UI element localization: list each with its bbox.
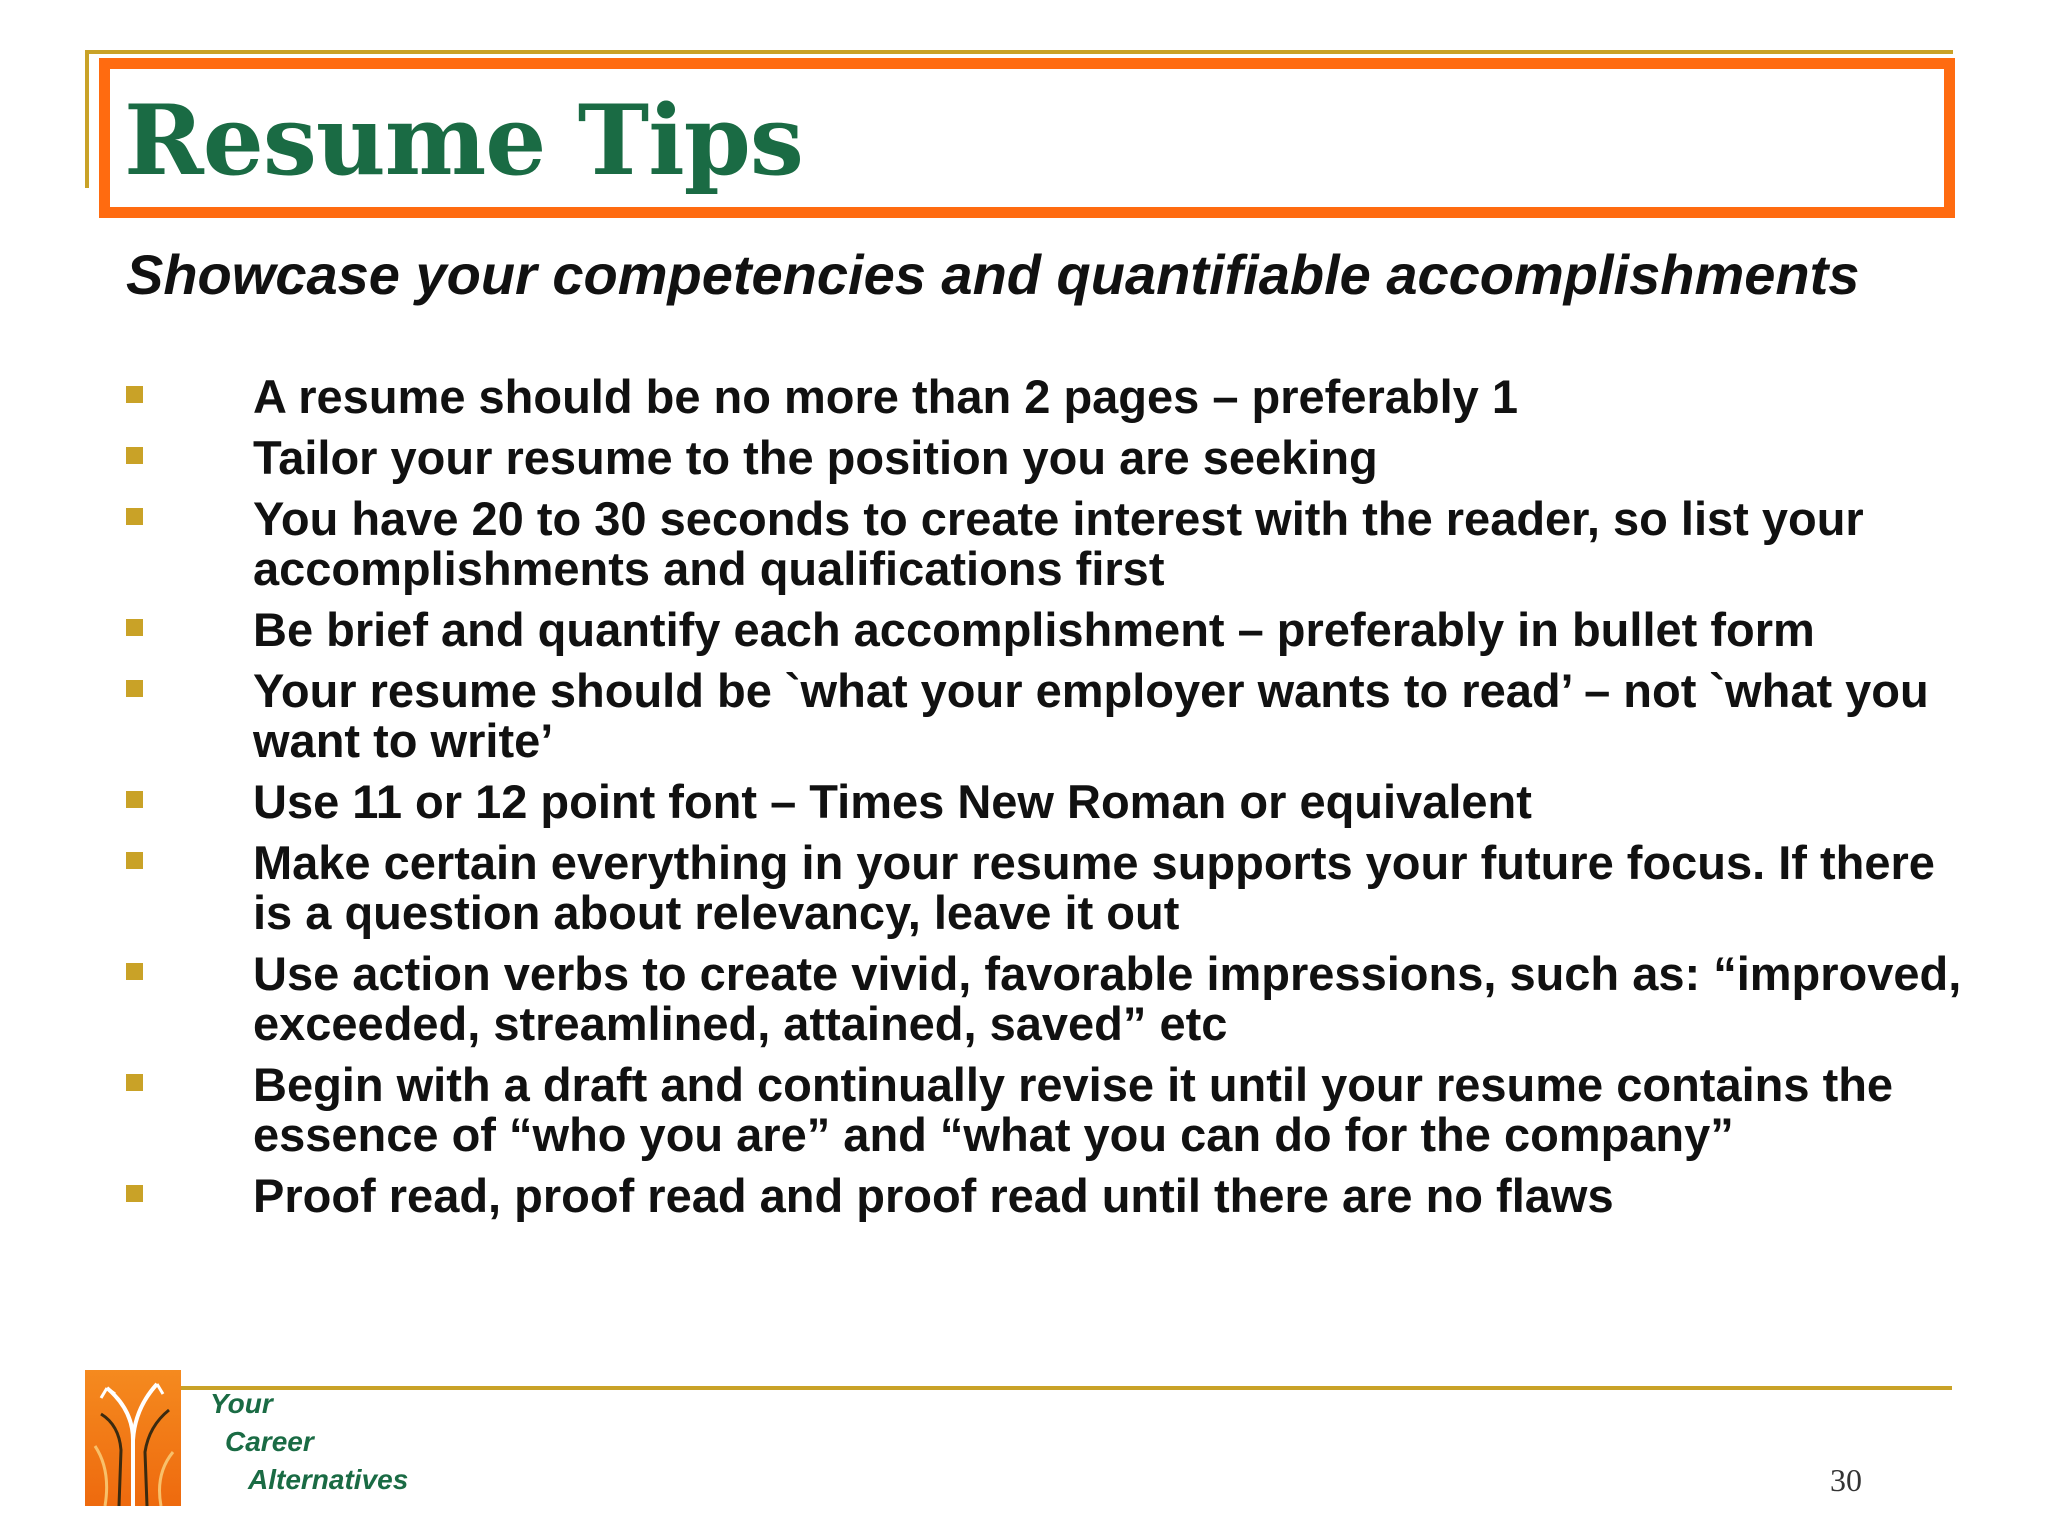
list-item xyxy=(0,949,1973,1049)
brand-name xyxy=(210,1385,408,1499)
square-bullet-icon xyxy=(126,386,143,403)
list-item xyxy=(0,494,1973,594)
tips-list xyxy=(0,372,2048,1232)
branching-roads-logo xyxy=(85,1370,181,1506)
list-item-text: You have 20 to 30 seconds to create interest with the reader, so list your accomplishments and qualifications first xyxy=(253,492,1864,595)
list-item-text: Begin with a draft and continually revise it until your resume contains the essence of “who you are” and “what you can do for the company” xyxy=(253,1058,1894,1161)
list-item xyxy=(0,838,1973,938)
slide-subtitle: Showcase your competencies and quantifiable accomplishments xyxy=(126,243,1860,306)
brand-line: Alternatives xyxy=(248,1464,409,1495)
list-item-text: Be brief and quantify each accomplishment – preferably in bullet form xyxy=(253,603,1815,656)
square-bullet-icon xyxy=(126,680,143,697)
square-bullet-icon xyxy=(126,1074,143,1091)
title-gold-rule-top xyxy=(85,50,1953,54)
list-item-text: Tailor your resume to the position you are seeking xyxy=(253,431,1378,484)
list-item-text: A resume should be no more than 2 pages – preferably 1 xyxy=(253,370,1519,423)
list-item xyxy=(0,666,1973,766)
list-item-text: Use 11 or 12 point font – Times New Roman or equivalent xyxy=(253,775,1532,828)
square-bullet-icon xyxy=(126,1185,143,1202)
brand-line: Career xyxy=(225,1426,314,1457)
list-item-text: Your resume should be `what your employer wants to read’ – not `what you want to write’ xyxy=(253,664,1929,767)
list-item xyxy=(0,433,1973,483)
square-bullet-icon xyxy=(126,619,143,636)
page-number: 30 xyxy=(1830,1462,1862,1498)
square-bullet-icon xyxy=(126,447,143,464)
brand-line: Your xyxy=(210,1388,273,1419)
square-bullet-icon xyxy=(126,508,143,525)
square-bullet-icon xyxy=(126,791,143,808)
list-item xyxy=(0,372,1973,422)
slide-title: Resume Tips xyxy=(124,84,803,197)
title-gold-rule-left xyxy=(85,50,89,188)
footer-gold-rule xyxy=(180,1386,1952,1390)
list-item-text: Use action verbs to create vivid, favorable impressions, such as: “improved, exceeded, streamlined, attained, saved” etc xyxy=(253,947,1962,1050)
square-bullet-icon xyxy=(126,852,143,869)
list-item-text: Make certain everything in your resume supports your future focus. If there is a question about relevancy, leave it out xyxy=(253,836,1935,939)
list-item-text: Proof read, proof read and proof read until there are no flaws xyxy=(253,1169,1614,1222)
list-item xyxy=(0,1060,1973,1160)
list-item xyxy=(0,777,1973,827)
list-item xyxy=(0,605,1973,655)
list-item xyxy=(0,1171,1973,1221)
square-bullet-icon xyxy=(126,963,143,980)
